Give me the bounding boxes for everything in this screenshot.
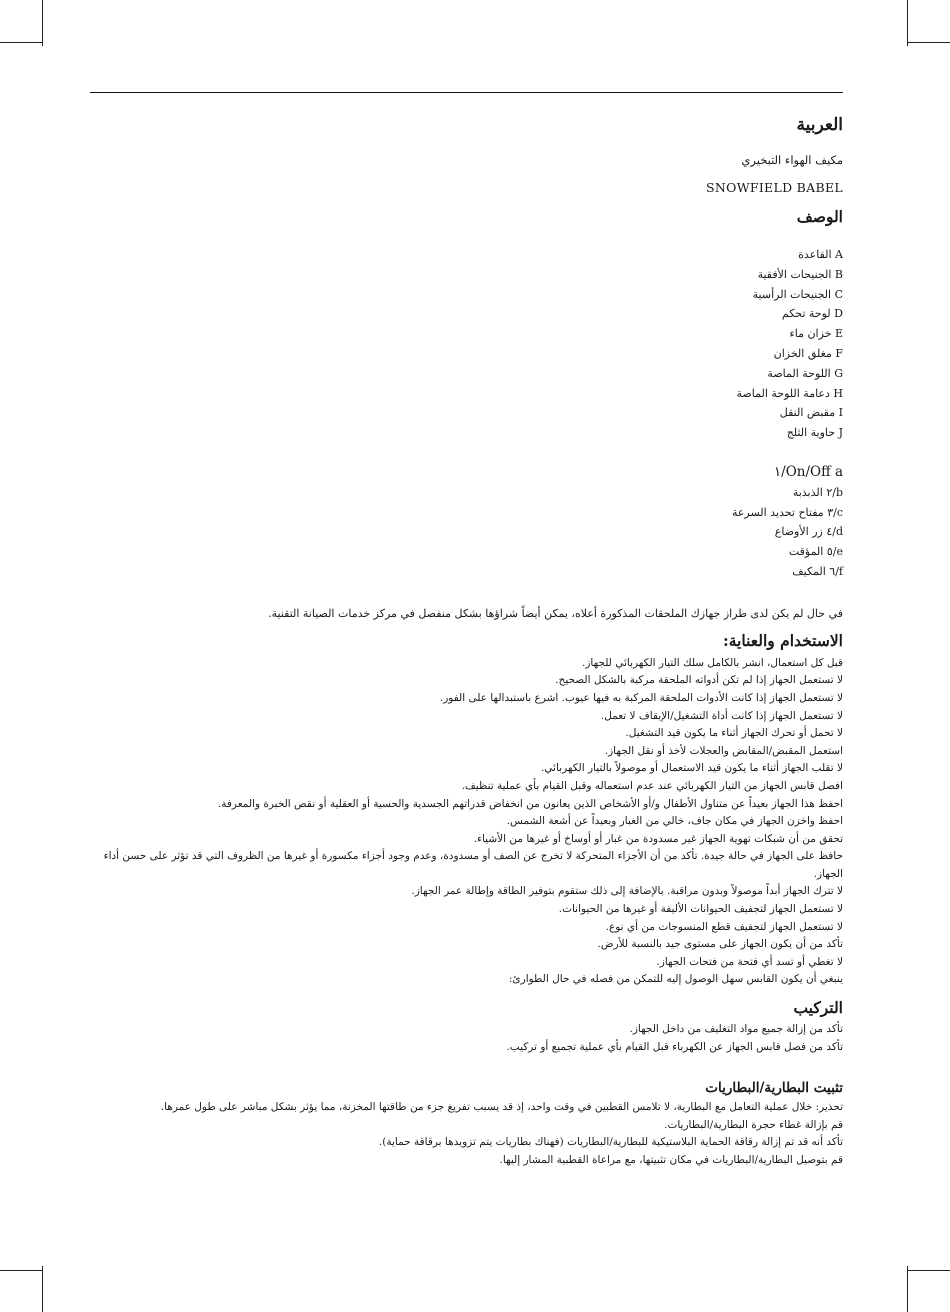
list-item: ينبغي أن يكون القابس سهل الوصول إليه للتمكن من فصله في حال الطوارئ: (508, 973, 843, 986)
product-type: مكيف الهواء التبخيري (741, 153, 843, 167)
list-item: d/٤ زر الأوضاع (774, 525, 843, 539)
list-item: قم بتوصيل البطارية/البطاريات في مكان تثبيتها، مع مراعاة القطبية المشار إليها. (499, 1154, 843, 1166)
use-care-list (90, 655, 843, 989)
header-rule (90, 92, 843, 93)
crop-mark (0, 42, 42, 43)
accessories-note: في حال لم يكن لدى طراز جهازك الملحقات المذكورة أعلاه، يمكن أيضاً شراؤها بشكل منفصل في مركز خدمات الصيانة التقنية. (268, 606, 843, 620)
list-item: افصل قابس الجهاز من التيار الكهربائي عند عدم استعماله وقبل القيام بأي عملية تنظيف. (461, 779, 843, 792)
crop-mark (907, 0, 908, 46)
list-item: احفظ هذا الجهاز بعيداً عن متناول الأطفال و/أو الأشخاص الذين يعانون من انخفاض قدراتهم الجسدية والحسية أو العقلية أو نقص الخبرة والمعرفة. (217, 797, 843, 810)
document-content (90, 112, 843, 1170)
list-item: استعمل المقبض/المقابض والعجلات لأخذ أو نقل الجهاز. (604, 744, 843, 757)
list-item: c/٣ مفتاح تحديد السرعة (731, 505, 843, 519)
list-item: لا تستعمل الجهاز إذا كانت أداة التشغيل/الإيقاف لا تعمل. (600, 709, 843, 722)
list-item: لا تقلب الجهاز أثناء ما يكون قيد الاستعمال أو موصولاً بالتيار الكهربائي. (540, 762, 843, 775)
list-item: تحقق من أن شبكات تهوية الجهاز غير مسدودة من غبار أو أوساخ أو غيرها من الأشياء. (473, 832, 843, 845)
list-item: D لوحة تحكم (781, 307, 843, 321)
list-item: F مغلق الخزان (773, 346, 843, 360)
list-item: I مقبض النقل (779, 406, 843, 420)
list-item: قم بإزالة غطاء حجرة البطارية/البطاريات. (664, 1118, 843, 1131)
list-item: f/٦ المكيف (792, 564, 843, 578)
controls-list (90, 463, 843, 582)
crop-mark (908, 1270, 950, 1271)
description-title: الوصف (796, 207, 843, 226)
list-item: On/Off a/١ (773, 463, 843, 480)
use-care-title: الاستخدام والعناية: (723, 630, 843, 650)
list-item: لا تستعمل الجهاز إذا لم تكن أدواته الملحقة مركبة بالشكل الصحيح. (555, 674, 843, 687)
crop-mark (42, 0, 43, 46)
list-item: A القاعدة (798, 248, 843, 261)
parts-list (90, 245, 843, 443)
list-item: لا تستعمل الجهاز إذا كانت الأدوات الملحقة المركبة به فيها عيوب. اشرع باستبدالها على الفور. (439, 691, 843, 704)
list-item: B الجنيحات الأفقية (757, 267, 843, 281)
language-title: العربية (796, 115, 843, 135)
list-item: احفظ واخزن الجهاز في مكان جاف، خالي من الغبار وبعيداً عن أشعة الشمس. (506, 815, 843, 828)
list-item: E خزان ماء (789, 327, 843, 341)
list-item: لا تغطي أو تسد أي فتحة من فتحات الجهاز. (656, 955, 843, 968)
list-item: قبل كل استعمال، انشر بالكامل سلك التيار الكهربائي للجهاز. (581, 656, 843, 669)
list-item: تأكد من فصل قابس الجهاز عن الكهرباء قبل القيام بأي عملية تجميع أو تركيب. (506, 1040, 843, 1053)
list-item: H دعامة اللوحة الماصة (736, 386, 843, 400)
list-item: حافظ على الجهاز في حالة جيدة. تأكد من أن الأجزاء المتحركة لا تخرج عن الصف أو مسدودة، وعدم وجود أجزاء مكسورة أو غيرها من الظروف التي قد تؤثر على حسن أداء الجهاز. (103, 850, 843, 880)
list-item: تأكد من أن يكون الجهاز على مستوى جيد بالنسبة للأرض. (597, 938, 843, 951)
list-item: تأكد أنه قد تم إزالة رقاقة الحماية البلاستيكية للبطارية/البطاريات (فهناك بطاريات يتم تزويدها برقاقة حماية). (378, 1136, 843, 1149)
crop-mark (907, 1266, 908, 1312)
list-item: G اللوحة الماصة (767, 366, 843, 380)
assembly-list (90, 1021, 843, 1056)
assembly-title: التركيب (793, 998, 843, 1018)
list-item: تأكد من إزالة جميع مواد التغليف من داخل الجهاز. (629, 1023, 843, 1036)
list-item: لا تحمل أو تحرك الجهاز أثناء ما يكون قيد التشغيل. (625, 727, 843, 740)
list-item: e/٥ المؤقت (788, 545, 843, 559)
list-item: C الجنيحات الرأسية (752, 287, 843, 301)
list-item: لا تستعمل الجهاز لتجفيف قطع المنسوجات من أي نوع. (605, 920, 843, 933)
battery-list (90, 1099, 843, 1169)
battery-title: تثبيت البطارية/البطاريات (705, 1080, 843, 1097)
list-item: تحذير: خلال عملية التعامل مع البطارية، لا تلامس القطبين في وقت واحد، إذ قد يسبب تفريغ جزء من طاقتها المخزنة، مما يؤثر بشكل مباشر على طول عمرها. (160, 1101, 843, 1114)
list-item: J حاوية الثلج (786, 426, 843, 440)
list-item: لا تترك الجهاز أبداً موصولاً وبدون مراقبة. بالإضافة إلى ذلك ستقوم بتوفير الطاقة وإطالة عمر الجهاز. (411, 885, 843, 898)
crop-mark (0, 1270, 42, 1271)
list-item: b/٢ الذبذبة (792, 485, 843, 499)
list-item: لا تستعمل الجهاز لتجفيف الحيوانات الأليفة أو غيرها من الحيوانات. (558, 903, 843, 916)
product-name: SNOWFIELD BABEL (706, 180, 843, 195)
crop-mark (42, 1266, 43, 1312)
crop-mark (908, 42, 950, 43)
